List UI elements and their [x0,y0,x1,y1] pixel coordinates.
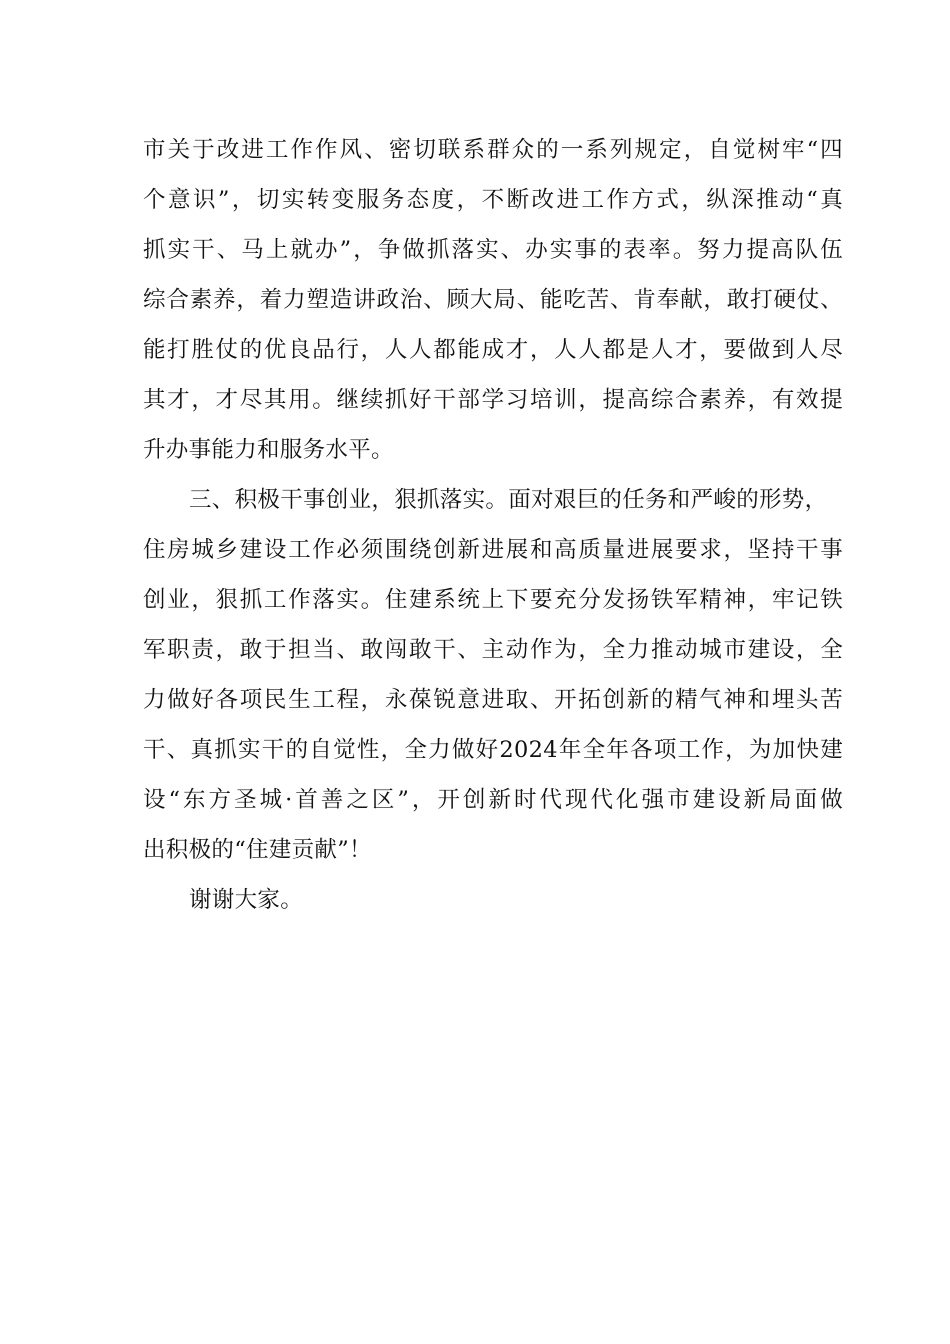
text-line: 军职责，敢于担当、敢闯敢干、主动作为，全力推动城市建设，全 [143,637,843,663]
text-line: 其才，才尽其用。继续抓好干部学习培训，提高综合素养，有效提 [143,387,843,413]
text-line: 综合素养，着力塑造讲政治、顾大局、能吃苦、肯奉献，敢打硬仗、 [143,287,843,313]
text-line: 设“东方圣城·首善之区”，开创新时代现代化强市建设新局面做 [143,787,843,813]
text-line: 力做好各项民生工程，永葆锐意进取、开拓创新的精气神和埋头苦 [143,687,843,713]
text-line: 抓实干、马上就办”，争做抓落实、办实事的表率。努力提高队伍 [143,237,843,263]
text-line: 个意识”，切实转变服务态度，不断改进工作方式，纵深推动“真 [143,187,843,213]
text-line: 市关于改进工作作风、密切联系群众的一系列规定，自觉树牢“四 [143,137,843,163]
text-line: 升办事能力和服务水平。 [143,437,394,463]
document-body [143,125,843,925]
section-heading-line: 三、积极干事创业，狠抓落实。面对艰巨的任务和严峻的形势， [189,487,828,513]
text-line: 能打胜仗的优良品行，人人都能成才，人人都是人才，要做到人尽 [143,337,843,363]
closing-line: 谢谢大家。 [189,887,304,913]
text-line: 干、真抓实干的自觉性，全力做好2024年全年各项工作，为加快建 [143,737,843,763]
text-line: 出积极的“住建贡献”！ [143,837,372,863]
text-line: 创业，狠抓工作落实。住建系统上下要充分发扬铁军精神，牢记铁 [143,587,843,613]
text-line: 住房城乡建设工作必须围绕创新进展和高质量进展要求，坚持干事 [143,537,843,563]
